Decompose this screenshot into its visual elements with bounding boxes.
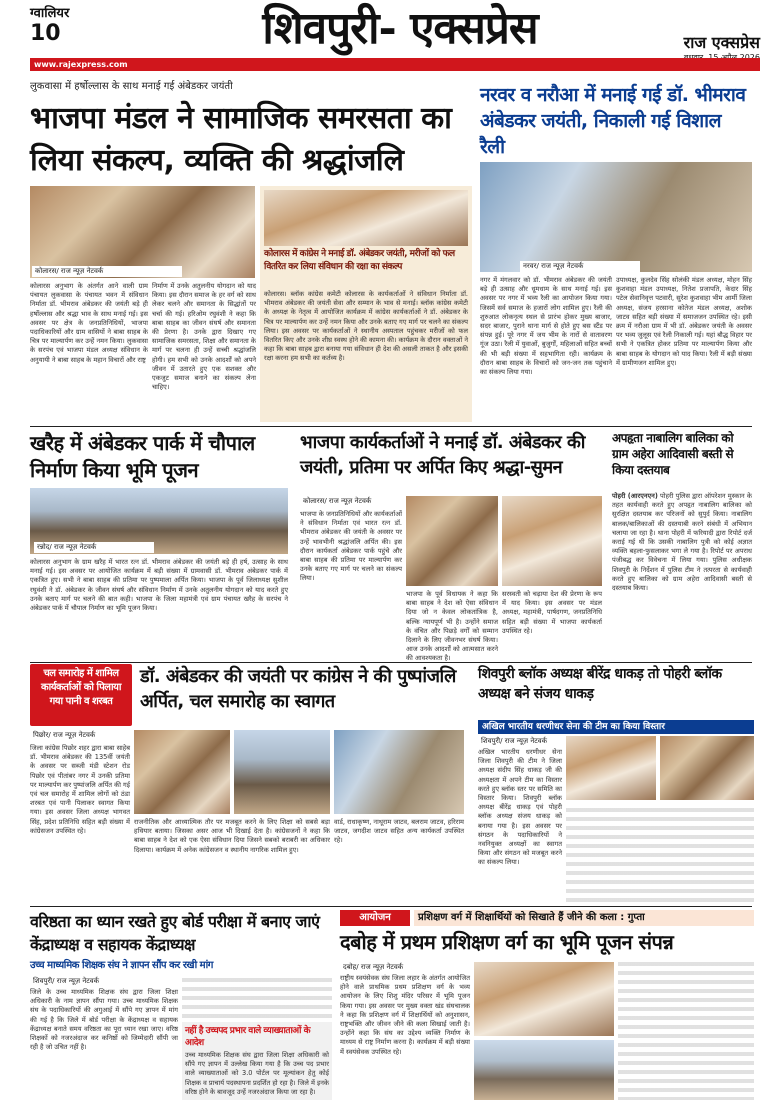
story8-body-continuation	[182, 978, 332, 1018]
story2-headline: नरवर व नरौआ में मनाई गई डॉ. भीमराव अंबेडकर जयंती, निकाली गई विशाल रैली	[480, 84, 746, 158]
story7-photo-credit: शिवपुरी/ राज न्यूज़ नेटवर्क	[478, 736, 608, 747]
story5-body	[612, 492, 752, 656]
story9-label: आयोजन	[340, 910, 410, 926]
masthead-title: शिवपुरी- एक्सप्रेस	[262, 3, 538, 54]
story2-body-left: नगर में मंगलवार को डॉ. भीमराव अंबेडकर की जयंती बड़े ही उत्साह और धूमधाम के साथ मनाई गई। इस अवसर पर नगर में भव्य रैली का आयोजन किया गया। जिसमें सर्व समाज के हजारों लोग शामिल हुए। रैली की शुरुआत लोकनृत्य स्थल से प्रारंभ होकर मुख्य बाजार, सदर बाजार, पुराने थाना मार्ग से होते हुए बस स्टैंड पर संपन्न हुई। पूरे नगर में जय भीम के नारों से वातावरण गूंज उठा। रैली में युवाओं, बुजुर्गों, महिलाओं सहित बच्चों की भी बड़ी संख्या में सहभागिता रही। कार्यक्रम के दौरान बाबा साहब के विचारों को जन-जन तक पहुंचाने का संकल्प लिया गया।	[480, 276, 612, 377]
edition-city: ग्वालियर	[30, 6, 70, 21]
story9-photo-1	[474, 962, 614, 1036]
story1-body-mid: निर्माण में उनके अतुलनीय योगदान को याद किया। इस दौरान समाज के हर वर्ग को साथ लेकर चलने और समानता के सिद्धांतों पर चर्चा की गई। हरिओम रघुवंशी ने कहा कि बाबा साहब का जीवन संघर्ष और समानता की प्रेरणा है। उनके द्वारा दिखाए गए सामाजिक समरसता, शिक्षा और समानता के मार्ग पर चलना ही उन्हें सच्ची श्रद्धांजलि होगी। हम सभी को उनके आदर्शों को अपने जीवन में उतारते हुए एक सशक्त और एकजुट समाज बनाने का संकल्प लेना चाहिए।	[152, 282, 256, 392]
story7-headline: शिवपुरी ब्लॉक अध्यक्ष बीरेंद्र धाकड़ तो पोहरी ब्लॉक अध्यक्ष बने संजय धाकड़	[478, 666, 722, 702]
story4-photo	[406, 496, 498, 586]
story1-photo-credit: कोलारस/ राज न्यूज़ नेटवर्क	[32, 266, 182, 277]
header-red-bar	[30, 58, 760, 71]
story8-sub-headline: उच्च माध्यमिक शिक्षक संघ ने ज्ञापन सौंप कर रखी मांग	[30, 960, 213, 971]
story8-inset	[182, 1022, 332, 1100]
story4-photo-credit: कोलारस/ राज न्यूज़ नेटवर्क	[300, 496, 430, 507]
story6-boxed-kicker	[30, 664, 132, 726]
story5-body-text: पोहरी पुलिस द्वारा ऑपरेशन मुस्कान के तहत कार्यवाही करते हुए अपहृत नाबालिग बालिका को सुरक्षित दस्तयाब कर परिजनों को सुपुर्द किया। नाबालिग बालक/बालिकाओं की दस्तयाबी करने संबंधी में अभियान चलाया जा रहा है। थाना पोहरी में फरियादी द्वारा रिपोर्ट दर्ज कराई गई थी कि उसकी नाबालिग पुत्री को कोई अज्ञात व्यक्ति बहला-फुसलाकर भगा ले गया है। रिपोर्ट पर अपराध पंजीबद्ध कर विवेचना में लिया गया। पुलिस अधीक्षक शिवपुरी के निर्देशन में पुलिस टीम ने तत्परता से कार्यवाही करते हुए बालिका को ग्राम अहेरा आदिवासी बस्ती से दस्तयाब किया।	[612, 492, 752, 593]
story2-body-right: उपाध्यक्ष, कुलदेव सिंह सोलंकी मंडल अध्यक्ष, मोहन सिंह कुशवाहा मंडल उपाध्यक्ष, नितेश प्रजापति, केदार सिंह पटेल सेवानिवृत्त पटवारी, सुरेश कुशवाहा भीम आर्मी जिला अध्यक्ष, संजय हरसाना कोतेज मंडल अध्यक्ष, अशोक जाटव सहित बड़ी संख्या में समाजजन उपस्थित रहे। इसी क्रम में नरौआ ग्राम में भी डॉ. अंबेडकर जयंती के अवसर पर भव्य जुलूस एवं रैली निकाली गई। यहां बौद्ध विहार पर सभी ने एकत्रित होकर प्रतिमा पर माल्यार्पण किया और बाबा साहब के योगदान को याद किया। रैली में बड़ी संख्या में ग्रामीणजन शामिल हुए।	[616, 276, 752, 367]
story6-photo-credit: पिछोर/ राज न्यूज़ नेटवर्क	[30, 730, 150, 741]
story1-sub-body: कोलारस। ब्लॉक कांग्रेस कमेटी कोलारस के कार्यकर्ताओं ने संविधान निर्माता डॉ. भीमराव अंबेडकर की जयंती सेवा और सम्मान के भाव से मनाई। ब्लॉक कांग्रेस कमेटी के अध्यक्ष के नेतृत्व में आयोजित कार्यक्रम में कांग्रेस कार्यकर्ताओं ने डॉ. अंबेडकर के चित्र पर माल्यार्पण कर उन्हें नमन किया और उनके बताए गए मार्ग पर चलने का संकल्प लिया। इस अवसर पर कार्यकर्ताओं ने स्थानीय अस्पताल पहुंचकर मरीजों को फल वितरित किए और उनके शीघ्र स्वस्थ होने की कामना की। कार्यक्रम के दौरान वक्ताओं ने कहा कि बाबा साहब द्वारा बनाया गया संविधान ही देश की असली ताकत है और इसकी रक्षा करना हम सभी का कर्तव्य है।	[264, 290, 468, 363]
story1-kicker-text: लुकवासा में हर्षोल्लास के साथ मनाई गई अंबेडकर जयंती	[30, 81, 233, 92]
story2-photo-credit: नरवर/ राज न्यूज़ नेटवर्क	[520, 261, 640, 272]
story9-photo-2	[474, 1040, 614, 1100]
story4-headline: भाजपा कार्यकर्ताओं ने मनाई डॉ. अंबेडकर की जयंती, प्रतिमा पर अर्पित किए श्रद्धा-सुमन	[300, 432, 585, 478]
story1-sub-photo	[264, 190, 468, 246]
story3-headline: खरैह में अंबेडकर पार्क में चौपाल निर्माण किया भूमि पूजन	[30, 431, 255, 482]
story6-body-left: जिला कांग्रेस पिछोर शहर द्वारा बाबा साहेब डॉ. भीमराव अंबेडकर की 135वीं जयंती के अवसर पर सब्जी मंडी स्टेशन रोड पिछोर एवं पीतांबर नगर में उनकी प्रतिमा पर माल्यार्पण कर पुष्पांजलि अर्पित की गई एवं चल समारोह में शामिल लोगों को ठंडा शरबत एवं पानी पिलाकर स्वागत किया गया। इस अवसर जिला अध्यक्ष भागवत सिंह, प्रदेश प्रतिनिधि सहित बड़ी संख्या में कांग्रेसजन उपस्थित रहे।	[30, 744, 130, 835]
story8-inset-body: उच्च माध्यमिक शिक्षक संघ द्वारा जिला शिक्षा अधिकारी को सौंपे गए ज्ञापन में उल्लेख किया गया है कि उच्च पद प्रभार वाले व्याख्याताओं को 3.0 पोर्टल पर मूल्यांकन हेतु कोई शिक्षक व प्राचार्य पदस्थापना प्रदर्शित हो रहा है। जिले में इनके वरिष्ठ होने के बावजूद उन्हें नजरअंदाज किया जा रहा है।	[185, 1051, 329, 1096]
story9-kicker: प्रशिक्षण वर्ग में शिक्षार्थियों को सिखाते हैं जीने की कला : गुप्ता	[414, 910, 754, 926]
story8-body: जिले के उच्च माध्यमिक शिक्षक संघ द्वारा जिला शिक्षा अधिकारी के नाम ज्ञापन सौंपा गया। उच्च माध्यमिक शिक्षक संघ के पदाधिकारियों की अगुआई में सौंपे गए ज्ञापन में मांग की गई है कि जिले में बोर्ड परीक्षा के केंद्राध्यक्ष व सहायक केंद्राध्यक्ष बनाते समय वरिष्ठता का पूरा ध्यान रखा जाए। वरिष्ठ शिक्षकों को नजरअंदाज कर कनिष्ठों को जिम्मेदारी सौंपी जा रही है जो उचित नहीं है।	[30, 988, 178, 1052]
story8-photo-credit: शिवपुरी/ राज न्यूज़ नेटवर्क	[30, 976, 160, 987]
story3-photo-credit: रन्नोद/ राज न्यूज़ नेटवर्क	[34, 542, 154, 553]
story4-body-right: सरस्वती को चढ़ाया देश की प्रेरणा के रूप में याद किया। इस अवसर पर मंडल अध्यक्ष, महामंत्री, पार्षदगण, जनप्रतिनिधि सहित बड़ी संख्या में भाजपा कार्यकर्ता उपस्थित रहे।	[502, 590, 602, 635]
story6-boxed-kicker-text: चल समारोह में शामिल कार्यकर्ताओं को पिलाया गया पानी व शरबत	[40, 668, 122, 707]
section-rule-2	[30, 662, 752, 663]
page-number: 10	[30, 21, 61, 46]
story4-photo-2	[502, 496, 602, 586]
story7-photo-1	[566, 736, 656, 800]
story1-photo	[30, 186, 255, 278]
story6-photo-1	[134, 730, 230, 814]
story1-kicker	[30, 80, 410, 96]
story6-photo-2	[234, 730, 330, 814]
story9-headline: दबोह में प्रथम प्रशिक्षण वर्ग का भूमि पूजन संपन्न	[340, 930, 674, 954]
story7-sub-kicker: अखिल भारतीय धरणीधर सेना की टीम का किया विस्तार	[478, 720, 754, 734]
story6-body-mid: राजनीतिक और आध्यात्मिक तौर पर मजबूत करने के लिए शिक्षा को सबसे बड़ा हथियार बताया। जिसका असर आज भी दिखाई देता है। कांग्रेसजनों ने कहा कि बाबा साहब ने देश को एक ऐसा संविधान दिया जिसने सबको बराबरी का अधिकार दिलाया। कार्यक्रम में अनेक कांग्रेसजन व स्थानीय नागरिक शामिल हुए।	[134, 818, 330, 854]
story7-body-continuation	[566, 808, 754, 902]
story8-inset-title: नहीं है उच्चपद प्रभार वाले व्याख्याताओं के आदेश	[185, 1026, 311, 1048]
story8-headline: वरिष्ठता का ध्यान रखते हुए बोर्ड परीक्षा में बनाए जाएं केंद्राध्यक्ष व सहायक केंद्राध्यक्ष	[30, 912, 320, 954]
story9-body-continuation	[618, 962, 754, 1100]
story9-body: राष्ट्रीय स्वयंसेवक संघ जिला लहार के अंतर्गत आयोजित होने वाले प्राथमिक प्रथम प्रशिक्षण वर्ग के भव्य आयोजन के लिए शिशु मंदिर परिसर में भूमि पूजन किया गया। इस अवसर पर मुख्य वक्ता खंड संघचालक ने कहा कि प्रशिक्षण वर्ग में शिक्षार्थियों को अनुशासन, राष्ट्रभक्ति और जीवन जीने की कला सिखाई जाती है। उन्होंने कहा कि संघ का उद्देश्य व्यक्ति निर्माण के माध्यम से राष्ट्र निर्माण करना है। कार्यक्रम में बड़ी संख्या में स्वयंसेवक उपस्थित रहे।	[340, 974, 470, 1056]
story1-sub-headline: कोलारस में कांग्रेस ने मनाई डॉ. अंबेडकर जयंती, मरीजों को फल वितरित कर लिया संविधान की रक्षा का संकल्प	[264, 249, 455, 272]
story5-dateline: पोहरी (आरएनएन)	[612, 492, 658, 500]
section-rule-3	[30, 906, 752, 907]
website-link[interactable]: www.rajexpress.com	[34, 60, 128, 69]
story4-body-left: भाजपा के जनप्रतिनिधियों और कार्यकर्ताओं ने संविधान निर्माता एवं भारत रत्न डॉ. भीमराव अंबेडकर की जयंती के अवसर पर उन्हें भावभीनी श्रद्धांजलि अर्पित की। इस दौरान कार्यकर्ता अंबेडकर पार्क पहुंचे और बाबा साहब की प्रतिमा पर माल्यार्पण कर उनके बताए गए मार्ग पर चलने का संकल्प लिया।	[300, 510, 402, 583]
story2-photo	[480, 162, 752, 272]
story6-headline: डॉ. अंबेडकर की जयंती पर कांग्रेस ने की पुष्पांजलि अर्पित, चल समारोह का स्वागत	[140, 666, 456, 712]
section-rule-1	[30, 426, 752, 427]
story6-photo-3	[334, 730, 464, 814]
page-header-left	[30, 6, 120, 62]
story1-headline: भाजपा मंडल ने सामाजिक समरसता का लिया संकल्प, व्यक्ति की श्रद्धांजलि	[30, 101, 452, 178]
story9-photo-credit: दबोह/ राज न्यूज़ नेटवर्क	[340, 962, 460, 973]
story4-body-mid: भाजपा के पूर्व विधायक ने कहा कि बाबा साहब ने देश को ऐसा संविधान दिया जो न केवल लोकतांत्रिक है, बल्कि न्यायपूर्ण भी है। उन्होंने समाज के वंचित और पिछड़े वर्गों को सम्मान दिलाने के लिए जीवनभर संघर्ष किया। आज उनके आदर्शों को आत्मसात करने की आवश्यकता है।	[406, 590, 498, 663]
story5-headline: अपहृता नाबालिग बालिका को ग्राम अहेरा आदिवासी बस्ती से किया दस्तयाब	[612, 431, 734, 477]
story7-body: अखिल भारतीय धरणीधर सेना जिला शिवपुरी की टीम ने जिला अध्यक्ष संदीप सिंह धाकड़ जी की अध्यक्षता में अपने टीम का विस्तार करते हुए ब्लॉक स्तर पर समिति का विस्तार किया। शिवपुरी ब्लॉक अध्यक्ष बीरेंद्र धाकड़ एवं पोहरी ब्लॉक अध्यक्ष संजय धाकड़ को बनाया गया है। इस अवसर पर संगठन के पदाधिकारियों ने नवनियुक्त अध्यक्षों का स्वागत किया और संगठन को मजबूत करने का संकल्प लिया।	[478, 748, 562, 867]
story1-body-left: कोलारस अनुभाग के अंतर्गत आने वाली ग्राम पंचायत लुकवासा के पंचायत भवन में संविधान निर्माता डॉ. भीमराव अंबेडकर की जयंती बड़े ही हर्षोल्लास और श्रद्धा भाव के साथ मनाई गई। इस अवसर पर क्षेत्र के जनप्रतिनिधियों, भाजपा पदाधिकारियों और ग्राम वासियों ने बाबा साहब के चित्र पर माल्यार्पण कर उन्हें नमन किया। लुकवासा के सरपंच एवं भाजपा मंडल अध्यक्ष संविधान के अनुयायी ने बाबा साहब के महान विचारों और राष्ट्र	[30, 282, 148, 364]
brand-name: राज एक्सप्रेस	[683, 33, 760, 52]
story3-body: कोलारस अनुभाग के ग्राम खरैह में भारत रत्न डॉ. भीमराव अंबेडकर की जयंती बड़े ही हर्ष, उत्साह के साथ मनाई गई। इस अवसर पर आयोजित कार्यक्रम में बड़ी संख्या में ग्रामवासी डॉ. भीमराव अंबेडकर पार्क में एकत्रित हुए। सभी ने बाबा साहब की प्रतिमा पर पुष्पमाला अर्पित किया। भाजपा के पूर्व जिलाध्यक्ष सुशील रघुवंशी ने डॉ. अंबेडकर के जीवन संघर्ष और संविधान निर्माण में उनके अतुलनीय योगदान को याद करते हुए उनके बताए मार्ग पर चलने की बात कही। भाजपा के जिला महामंत्री एवं ग्राम पंचायत खरैह के सरपंच ने अंबेडकर पार्क में चौपाल निर्माण का भूमि पूजन किया।	[30, 558, 288, 613]
story6-body-right: वार्ड, राधाकृष्ण, नाथूराम जाटव, बलराम जाटव, हरिराम जाटव, जगदीश जाटव सहित अन्य कार्यकर्ता उपस्थित रहे।	[334, 818, 464, 845]
story7-photo-2	[660, 736, 754, 800]
